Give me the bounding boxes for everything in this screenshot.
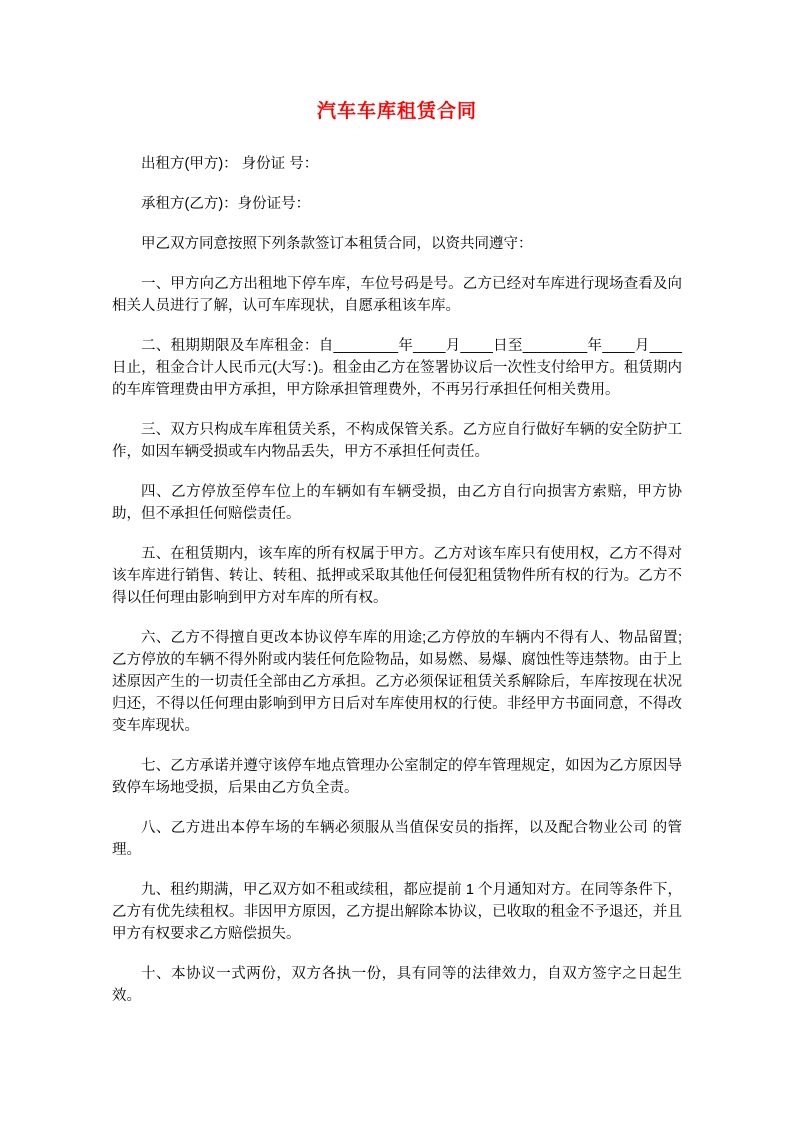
contract-paragraph: 七、乙方承诺并遵守该停车地点管理办公室制定的停车管理规定，如因为乙方原因导致停车场地受损，后果由乙方负全责。 xyxy=(112,758,682,796)
contract-paragraph: 九、租约期满，甲乙双方如不租或续租，都应提前 1 个月通知对方。在同等条件下，乙方有优先续租权。非因甲方原因，乙方提出解除本协议，已收取的租金不予退还，并且甲方有权要求乙方赔偿损失。 xyxy=(112,882,682,942)
paragraphs-container xyxy=(112,153,682,1007)
contract-paragraph: 承租方(乙方)：身份证号： xyxy=(141,196,311,212)
contract-paragraph: 三、双方只构成车库租赁关系，不构成保管关系。乙方应自行做好车辆的安全防护工作，如因车辆受损或车内物品丢失，甲方不承担任何责任。 xyxy=(112,422,682,460)
contract-paragraph: 二、租期期限及车库租金：自________年____月____日至________年____月____日止，租金合计人民币元(大写：)。租金由乙方在签署协议后一次性支付给甲方。租赁期内的车库管理费由甲方承担，甲方除承担管理费外，不再另行承担任何相关费用。 xyxy=(112,338,682,398)
contract-paragraph: 十、本协议一式两份，双方各执一份，具有同等的法律效力，自双方签字之日起生效。 xyxy=(112,966,682,1004)
contract-paragraph: 五、在租赁期内，该车库的所有权属于甲方。乙方对该车库只有使用权，乙方不得对该车库进行销售、转让、转租、抵押或采取其他任何侵犯租赁物件所有权的行为。乙方不得以任何理由影响到甲方对车库的所有权。 xyxy=(112,546,682,606)
contract-paragraph: 四、乙方停放至停车位上的车辆如有车辆受损，由乙方自行向损害方索赔，甲方协助，但不承担任何赔偿责任。 xyxy=(112,484,682,522)
contract-paragraph: 一、甲方向乙方出租地下停车库，车位号码是号。乙方已经对车库进行现场查看及向相关人员进行了解，认可车库现状，自愿承租该车库。 xyxy=(112,276,682,314)
document-title: 汽车车库租赁合同 xyxy=(316,101,477,122)
contract-paragraph: 六、乙方不得擅自更改本协议停车库的用途;乙方停放的车辆内不得有人、物品留置;乙方停放的车辆不得外附或内装任何危险物品，如易燃、易爆、腐蚀性等违禁物。由于上述原因产生的一切责任全部由乙方承担。乙方必须保证租赁关系解除后，车库按现在状况归还，不得以任何理由影响到甲方日后对车库使用权的行使。非经甲方书面同意，不得改变车库现状。 xyxy=(112,630,682,734)
contract-paragraph: 八、乙方进出本停车场的车辆必须服从当值保安员的指挥，以及配合物业公司 的管理。 xyxy=(112,820,682,858)
contract-paragraph: 甲乙双方同意按照下列条款签订本租赁合同，以资共同遵守： xyxy=(141,236,533,252)
contract-paragraph: 出租方(甲方)： 身份证 号： xyxy=(141,156,319,172)
